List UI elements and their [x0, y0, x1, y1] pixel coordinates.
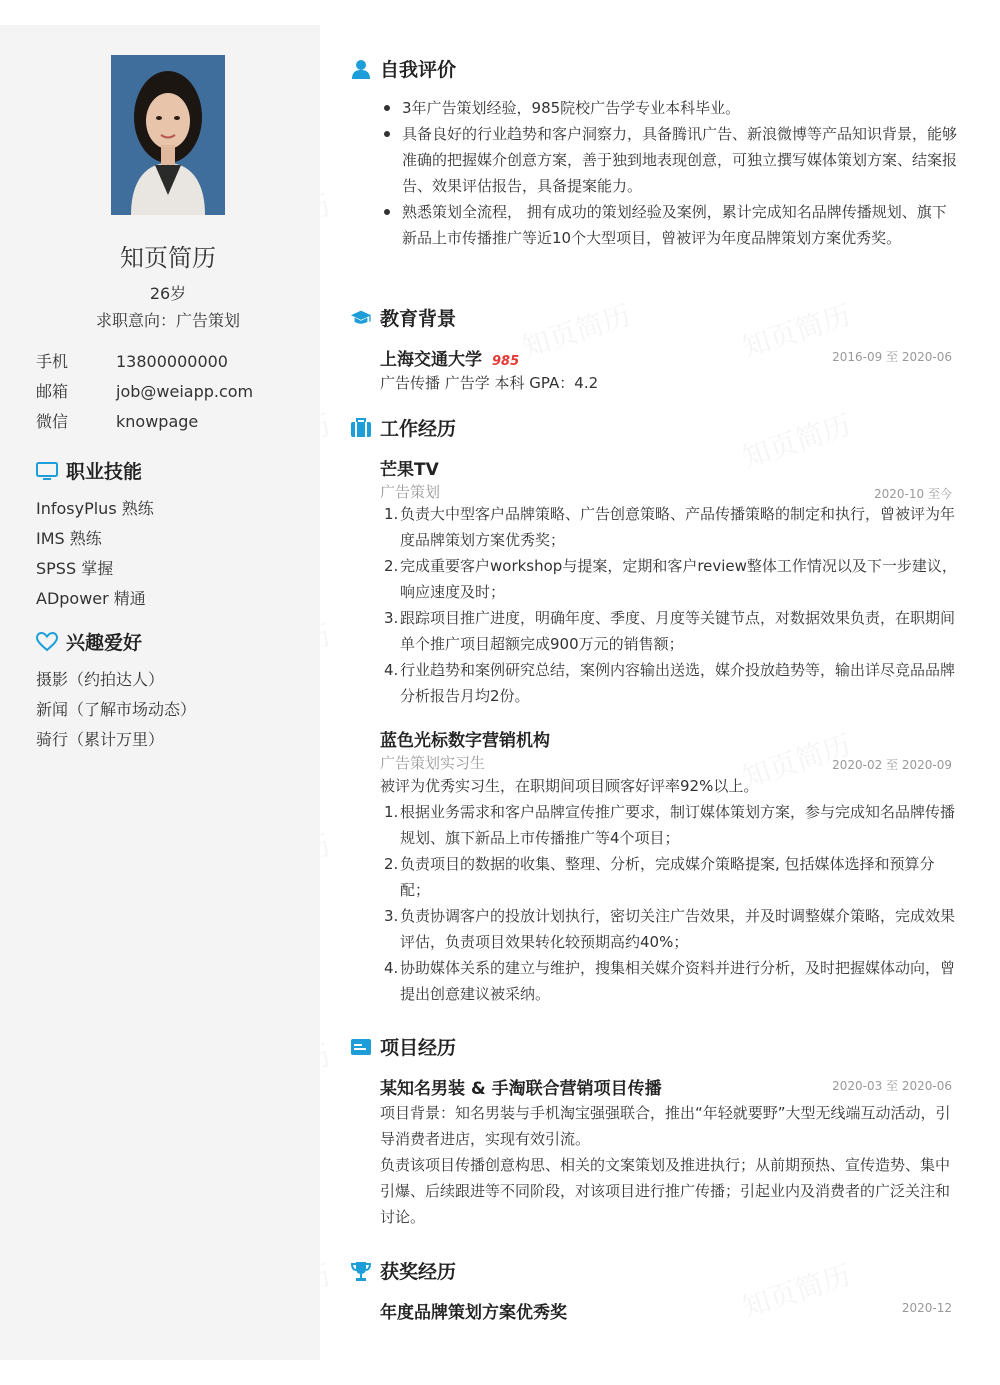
list-item: 3. 跟踪项目推广进度，明确年度、季度、月度等关键节点，对数据效果负责，在职期间单个推广项目超额完成900万元的销售额；: [384, 609, 956, 653]
graduation-cap-icon: [350, 307, 372, 329]
contact-label: 手机: [36, 352, 69, 371]
education-heading: [350, 304, 456, 331]
job-date: 2020-10 至今: [874, 487, 952, 501]
education-title: 教育背景: [380, 308, 457, 330]
list-item: 熟悉策划全流程， 拥有成功的策划经验及案例，累计完成知名品牌传播规划、旗下新品上市传播推广等近10个大型项目，曾被评为年度品牌策划方案优秀奖。: [380, 199, 960, 251]
school-name: [380, 345, 519, 370]
list-item-text: 负责项目的数据的收集、整理、分析，完成媒介策略提案, 包括媒体选择和预算分配；: [400, 855, 935, 899]
profile-intent: 求职意向：广告策划: [95, 311, 240, 330]
id-card-icon: [350, 1036, 372, 1058]
job-duties: [380, 501, 960, 709]
profile-name: 知页简历: [120, 244, 216, 272]
project-name: 某知名男装 & 手淘联合营销项目传播: [380, 1079, 662, 1099]
hobbies-title: 兴趣爱好: [66, 632, 143, 654]
project-duty: 负责该项目传播创意构思、相关的文案策划及推进执行；从前期预热、宣传造势、集中引爆、后续跟进等不同阶段，对该项目进行推广传播；引起业内及消费者的广泛关注和讨论。: [380, 1156, 951, 1226]
avatar-photo: [111, 55, 225, 215]
list-item: 2. 完成重要客户workshop与提案，定期和客户review整体工作情况以及下一步建议，响应速度及时；: [384, 557, 957, 601]
skills-title: 职业技能: [66, 461, 143, 483]
list-item-text: 根据业务需求和客户品牌宣传推广要求，制订媒体策划方案，参与完成知名品牌传播规划、旗下新品上市传播推广等4个项目；: [400, 803, 956, 847]
contact-value: job@weiapp.com: [116, 382, 254, 401]
sidebar: [0, 25, 320, 1360]
awards-heading: [350, 1257, 456, 1284]
contact-email: [36, 379, 253, 402]
skill-item: InfosyPlus 熟练: [36, 499, 154, 518]
profile-age: 26岁: [149, 284, 187, 303]
school-tag: 985: [492, 354, 520, 369]
portrait-illustration: [111, 55, 225, 215]
list-item-text: 协助媒体关系的建立与维护，搜集相关媒介资料并进行分析，及时把握媒体动向，曾提出创意建议被采纳。: [400, 959, 956, 1003]
list-item-text: 负责协调客户的投放计划执行，密切关注广告效果，并及时调整媒介策略，完成效果评估，负责项目效果转化较预期高约40%；: [400, 907, 956, 951]
awards-title: 获奖经历: [380, 1261, 457, 1283]
project-heading: [350, 1033, 456, 1060]
list-item-text: 跟踪项目推广进度，明确年度、季度、月度等关键节点，对数据效果负责，在职期间单个推广项目超额完成900万元的销售额；: [400, 609, 956, 653]
job-duties: [380, 799, 960, 1007]
contact-value: knowpage: [116, 412, 199, 431]
briefcase-icon: [350, 417, 372, 439]
award-date: 2020-12: [901, 1301, 952, 1315]
job-role: 广告策划: [380, 483, 441, 501]
job-summary: 被评为优秀实习生，在职期间项目顾客好评率92%以上。: [380, 777, 759, 795]
watermark: [737, 1254, 856, 1327]
heart-icon: [36, 631, 58, 653]
watermark: [737, 404, 856, 477]
list-item-text: 完成重要客户workshop与提案，定期和客户review整体工作情况以及下一步建议，响应速度及时；: [400, 557, 957, 601]
hobby-item: 新闻（了解市场动态）: [36, 700, 197, 719]
contact-label: 微信: [36, 412, 69, 431]
hobby-item: 骑行（累计万里）: [36, 730, 165, 749]
self-eval-heading: [350, 55, 456, 82]
education-date: 2016-09 至 2020-06: [832, 350, 952, 364]
monitor-icon: [36, 460, 58, 482]
person-icon: [350, 58, 372, 80]
work-heading: [350, 414, 456, 441]
award-name: 年度品牌策划方案优秀奖: [380, 1303, 567, 1323]
skill-item: ADpower 精通: [36, 589, 146, 608]
list-item: 2. 负责项目的数据的收集、整理、分析，完成媒介策略提案, 包括媒体选择和预算分配；: [384, 855, 935, 899]
list-item-text: 负责大中型客户品牌策略、广告创意策略、产品传播策略的制定和执行，曾被评为年度品牌策划方案优秀奖；: [400, 505, 956, 549]
contact-wechat: [36, 409, 198, 432]
skill-item: SPSS 掌握: [36, 559, 114, 578]
job-role: 广告策划实习生: [380, 754, 486, 772]
education-detail: 广告传播 广告学 本科 GPA：4.2: [380, 374, 599, 392]
project-background: 项目背景：知名男装与手机淘宝强强联合，推出“年轻就要野”大型无线端互动活动，引导消费者进店，实现有效引流。: [380, 1104, 951, 1148]
work-title: 工作经历: [380, 418, 457, 440]
list-item-text: 行业趋势和案例研究总结，案例内容输出送选，媒介投放趋势等，输出详尽竞品品牌分析报告月均2份。: [400, 661, 956, 705]
list-item: 3年广告策划经验，985院校广告学专业本科毕业。: [380, 95, 960, 121]
list-item: 1. 根据业务需求和客户品牌宣传推广要求，制订媒体策划方案，参与完成知名品牌传播规划、旗下新品上市传播推广等4个项目；: [384, 803, 956, 847]
list-item: 具备良好的行业趋势和客户洞察力，具备腾讯广告、新浪微博等产品知识背景，能够准确的把握媒介创意方案，善于独到地表现创意，可独立撰写媒体策划方案、结案报告、效果评估报告，具备提案能力。: [380, 121, 960, 199]
trophy-icon: [350, 1260, 372, 1282]
skills-heading: [36, 457, 142, 484]
company-name: 蓝色光标数字营销机构: [380, 731, 550, 751]
job-date: 2020-02 至 2020-09: [832, 758, 952, 772]
skill-item: IMS 熟练: [36, 529, 102, 548]
project-date: 2020-03 至 2020-06: [832, 1079, 952, 1093]
list-item: 3. 负责协调客户的投放计划执行，密切关注广告效果，并及时调整媒介策略，完成效果评估，负责项目效果转化较预期高约40%；: [384, 907, 956, 951]
company-name: 芒果TV: [380, 460, 439, 480]
school-label: 上海交通大学: [380, 350, 482, 370]
self-eval-title: 自我评价: [380, 59, 457, 81]
project-title: 项目经历: [380, 1037, 457, 1059]
list-item: 1. 负责大中型客户品牌策略、广告创意策略、产品传播策略的制定和执行，曾被评为年度品牌策划方案优秀奖；: [384, 505, 956, 549]
list-item: 4. 行业趋势和案例研究总结，案例内容输出送选，媒介投放趋势等，输出详尽竞品品牌分析报告月均2份。: [384, 661, 956, 705]
contact-value: 13800000000: [116, 352, 228, 371]
self-eval-list: [380, 95, 960, 251]
watermark: [517, 294, 636, 367]
hobby-item: 摄影（约拍达人）: [36, 670, 165, 689]
contact-phone: [36, 349, 228, 372]
list-item: 4. 协助媒体关系的建立与维护，搜集相关媒介资料并进行分析，及时把握媒体动向，曾提出创意建议被采纳。: [384, 959, 956, 1003]
contact-label: 邮箱: [36, 382, 69, 401]
hobbies-heading: [36, 628, 142, 655]
